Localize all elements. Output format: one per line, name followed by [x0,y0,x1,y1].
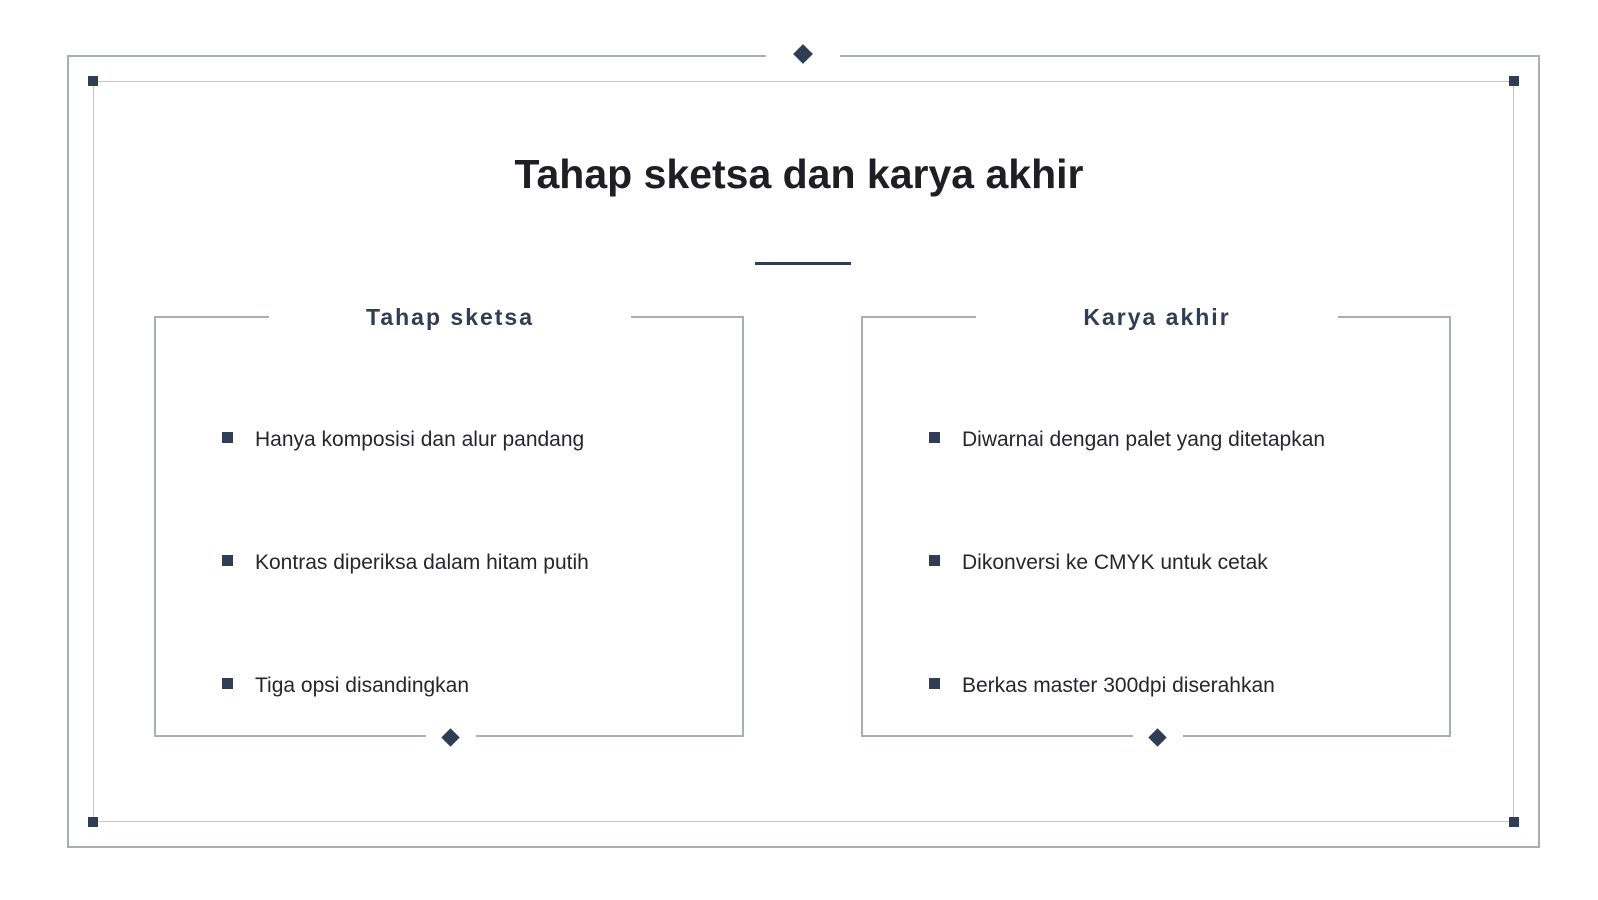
list-item-text: Kontras diperiksa dalam hitam putih [255,551,589,574]
corner-square-bottom-left [88,817,98,827]
list-item-text: Hanya komposisi dan alur pandang [255,428,585,451]
panel-sketch-stage [154,304,744,737]
corner-square-top-left [88,76,98,86]
panel-final-work [861,304,1451,737]
square-bullet-icon [929,678,940,689]
corner-square-bottom-right [1509,817,1519,827]
square-bullet-icon [929,432,940,443]
list-item-text: Dikonversi ke CMYK untuk cetak [962,551,1268,574]
slide-title: Tahap sketsa dan karya akhir [514,151,1084,197]
square-bullet-icon [929,555,940,566]
list-item-text: Tiga opsi disandingkan [255,674,470,697]
list-item-text: Berkas master 300dpi diserahkan [962,674,1275,697]
square-bullet-icon [222,432,233,443]
title-underline [755,262,851,265]
square-bullet-icon [222,555,233,566]
list-item-text: Diwarnai dengan palet yang ditetapkan [962,428,1326,451]
square-bullet-icon [222,678,233,689]
corner-square-top-right [1509,76,1519,86]
panel-heading: Karya akhir [976,300,1338,334]
panel-heading: Tahap sketsa [269,300,631,334]
